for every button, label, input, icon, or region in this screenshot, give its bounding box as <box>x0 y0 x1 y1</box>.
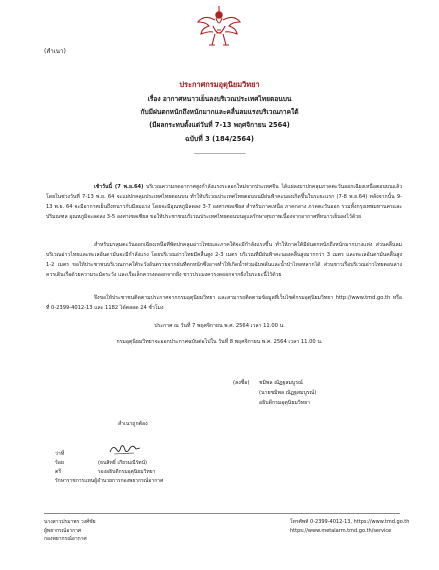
issued-date: ประกาศ ณ วันที่ 7 พฤศจิกายน พ.ศ. 2564 เวลา 11.00 น. <box>154 323 285 329</box>
certifier-department: รักษาราชการแทนผู้อำนวยการกองพยากรณ์อากาศ <box>55 478 164 484</box>
footer-service-link[interactable]: https://www.metalarm.tmd.go.th/service <box>290 527 392 534</box>
announcement-title: ประกาศกรมอุตุนิยมวิทยา <box>179 80 260 89</box>
paragraph-text: จึงขอให้ประชาชนติดตามประกาศจากกรมอุตุนิยมวิทยา และสามารถติดตามข้อมูลที่เว็บไซต์กรมอุตุนิยมวิทยา <box>94 295 336 301</box>
footer-left <box>44 518 96 544</box>
footer-role: ผู้พยากรณ์อากาศ <box>44 527 82 534</box>
separator-line: ------------------------------- <box>193 150 246 157</box>
garuda-emblem-icon <box>196 4 242 48</box>
certifier-rank: ว่าที่ร้อยตรี <box>55 451 65 475</box>
paragraph-lead: เช้าวันนี้ (7 พ.ย.64) <box>94 184 144 190</box>
footer-department: กองพยากรณ์อากาศ <box>44 536 87 542</box>
next-bulletin-note: กรมอุตุนิยมวิทยาจะออกประกาศฉบับต่อไปใน วันที่ 8 พฤศจิกายน พ.ศ. 2564 เวลา 11.00 น. <box>116 339 323 345</box>
footer-right <box>290 518 409 535</box>
paragraph-text: บริเวณความกดอากาศสูงกำลังแรงระลอกใหม่จากประเทศจีน ได้แผ่ลงมาปกคลุมภาคตะวันออกเฉียงเหนือตอนบนแล้ว โดยในช่วงวันที่ 7-13 พ.ย. 64 จะแผ่ปกคลุมประเทศไทยตอนบน ทำให้บริเวณประเทศไทยตอนบนมีฝนฟ้าคะนองเกิดขึ้นในระยะแรก (7-8 พ.ย.64) หลังจากนั้น 9-13 พ.ย. 64 จะมีอากาศเย็นถึงหนาวกับมีลมแรง โดยจะมีอุณหภูมิลดลง 3-7 องศาเซลเซียส สำหรับภาคเหนือ ภาคกลาง ภาคตะวันออก รวมทั้งกรุงเทพมหานครและปริมณฑล อุณหภูมิจะลดลง 3-5 องศาเซลเซียส ขอให้ประชาชนบริเวณประเทศไทยตอนบนดูแลรักษาสุขภาพเนื่องจากอากาศที่หนาวเย็นลงไว้ด้วย <box>46 184 402 220</box>
signer-name: ชมิพล ณัฏฐสมบูรณ์ <box>259 380 303 386</box>
paragraph-weather-situation <box>46 182 402 222</box>
certifier-details <box>98 459 155 477</box>
paragraph-text: หรือที่ 0-2399-4012-13 และ 1182 ได้ตลอด 24 ชั่วโมง <box>46 295 402 311</box>
signer-full-name: (นายชมิพล ณัฏฐสมบูรณ์) <box>259 390 317 396</box>
issue-number: ฉบับที่ 3 (184/2564) <box>184 135 254 143</box>
sign-label: (ลงชื่อ) <box>233 380 250 386</box>
copy-label: (สำเนา) <box>44 48 66 55</box>
signer-position: อธิบดีกรมอุตุนิยมวิทยา <box>259 400 311 406</box>
certified-copy-label: สำเนาถูกต้อง <box>118 421 148 427</box>
subject-line: กับมีฝนตกหนักถึงหนักมากและคลื่นลมแรงบริเวณภาคใต้ <box>140 108 299 116</box>
handwritten-signature-icon <box>108 442 142 456</box>
subject-line: เรื่อง อากาศหนาวเย็นลงบริเวณประเทศไทยตอนบน <box>147 95 292 103</box>
effective-period: (มีผลกระทบตั้งแต่วันที่ 7-13 พฤศจิกายน 2564) <box>149 121 290 129</box>
signature-block <box>233 378 399 408</box>
certifier-position: รองอธิบดีกรมอุตุนิยมวิทยา <box>98 469 156 475</box>
footer-forecaster: นางสาวปรมาพร วงศ์ชัย <box>44 519 96 525</box>
footer-divider <box>44 513 400 514</box>
website-link[interactable]: http://www.tmd.go.th <box>335 295 391 301</box>
paragraph-southern-warning: สำหรับมรสุมตะวันออกเฉียงเหนือที่พัดปกคลุมอ่าวไทยและภาคใต้จะมีกำลังแรงขึ้น ทำให้ภาคใต้มีฝนตกหนักถึงหนักมากบางแห่ง ส่วนคลื่นลมบริเวณอ่าวไทยและทะเลอันดามันจะมีกำลังแรง โดยบริเวณอ่าวไทยมีคลื่นสูง 2-3 เมตร บริเวณที่มีฝนฟ้าคะนองคลื่นสูงมากกว่า 3 เมตร และทะเลอันดามันคลื่นสูง 1-2 เมตร ขอให้ประชาชนบริเวณภาคใต้ระวังอันตรายจากฝนที่ตกหนักซึ่งอาจทำให้เกิดน้ำท่วมฉับพลันและน้ำป่าไหลหลากได้ ส่วนชาวเรือบริเวณอ่าวไทยตอนล่างควรเดินเรือด้วยความระมัดระวัง และเรือเล็กควรงดออกจากฝั่ง ชาวประมงควรงดออกจากฝั่งในระยะนี้ไว้ด้วย <box>46 242 402 278</box>
certifier-name: (ธนสิทธิ์ เกียรมณีรัตน์) <box>98 460 147 466</box>
paragraph-contact-info <box>46 293 402 313</box>
footer-contact-phone[interactable]: โทรศัพท์ 0-2399-4012-13, https://www.tmd.go.th <box>290 519 410 525</box>
